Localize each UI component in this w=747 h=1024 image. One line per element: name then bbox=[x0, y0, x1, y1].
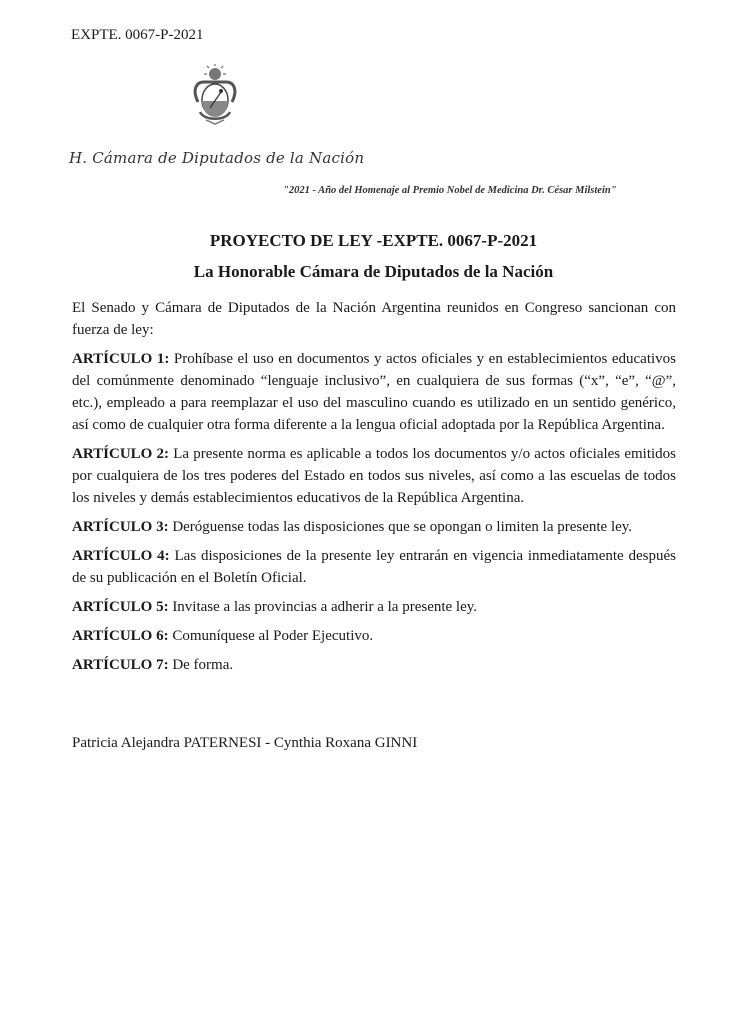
article-2 bbox=[72, 443, 676, 509]
article-label: ARTÍCULO 6: bbox=[72, 628, 169, 644]
argentina-coat-of-arms-icon bbox=[190, 64, 240, 126]
article-4 bbox=[72, 545, 676, 589]
article-label: ARTÍCULO 5: bbox=[72, 599, 169, 615]
article-label: ARTÍCULO 4: bbox=[72, 548, 170, 564]
article-label: ARTÍCULO 2: bbox=[72, 446, 170, 462]
article-5 bbox=[72, 596, 676, 618]
preamble: El Senado y Cámara de Diputados de la Nación Argentina reunidos en Congreso sancionan con fuerza de ley: bbox=[72, 300, 676, 338]
expediente-number: EXPTE. 0067-P-2021 bbox=[71, 27, 204, 43]
article-text: Comuníquese al Poder Ejecutivo. bbox=[168, 628, 374, 644]
article-text: De forma. bbox=[168, 657, 234, 673]
article-text: Deróguense todas las disposiciones que se opongan o limiten la presente ley. bbox=[168, 519, 633, 535]
article-label: ARTÍCULO 3: bbox=[72, 519, 169, 535]
project-title: PROYECTO DE LEY -EXPTE. 0067-P-2021 bbox=[209, 231, 538, 250]
bill-body bbox=[72, 297, 676, 683]
signers: Patricia Alejandra PATERNESI - Cynthia Roxana GINNI bbox=[72, 735, 418, 751]
house-title: La Honorable Cámara de Diputados de la Nación bbox=[193, 262, 554, 281]
article-3 bbox=[72, 516, 676, 538]
article-7 bbox=[72, 654, 676, 676]
chamber-letterhead: H. Cámara de Diputados de la Nación bbox=[69, 149, 365, 167]
article-text: Prohíbase el uso en documentos y actos oficiales y en establecimientos educativos del comúnmente denominado “lenguaje inclusivo”, en cualquiera de sus formas (“x”, “e”, “@”, etc.), empleado a para reemplazar el uso del masculino cuando es utilizado en un sentido genérico, así como de cualquier otra forma diferente a la lengua oficial adoptada por la República Argentina. bbox=[72, 351, 676, 433]
article-1 bbox=[72, 348, 676, 436]
year-motto: "2021 - Año del Homenaje al Premio Nobel de Medicina Dr. César Milstein" bbox=[283, 185, 617, 196]
article-text: La presente norma es aplicable a todos los documentos y/o actos oficiales emitidos por cualquiera de los tres poderes del Estado en todos sus niveles, así como a las escuelas de todos los niveles y demás establecimientos educativos de la República Argentina. bbox=[72, 446, 677, 506]
article-label: ARTÍCULO 7: bbox=[72, 657, 169, 673]
article-6 bbox=[72, 625, 676, 647]
article-text: Las disposiciones de la presente ley entrarán en vigencia inmediatamente después de su publicación en el Boletín Oficial. bbox=[72, 548, 677, 586]
article-text: Invitase a las provincias a adherir a la presente ley. bbox=[168, 599, 478, 615]
article-label: ARTÍCULO 1: bbox=[72, 351, 170, 367]
